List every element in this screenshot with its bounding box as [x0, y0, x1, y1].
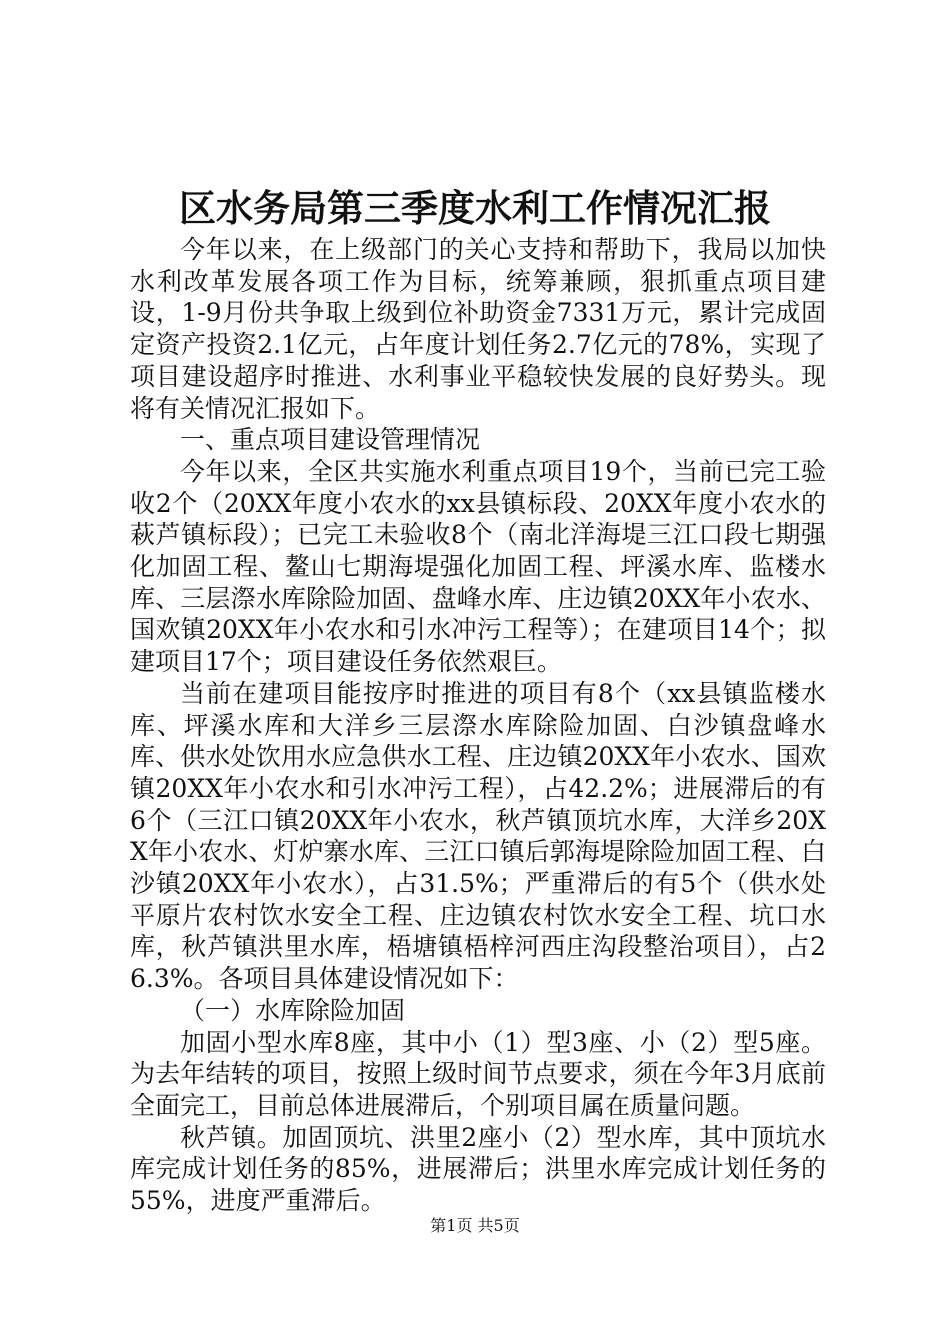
document-body	[130, 234, 826, 1217]
body-paragraph: 当前在建项目能按序时推进的项目有8个（xx县镇监楼水库、坪溪水库和大洋乡三层漈水库除险加固、白沙镇盘峰水库、供水处饮用水应急供水工程、庄边镇20XX年小农水、国欢镇20XX年小农水和引水冲污工程），占42.2%；进展滞后的有6个（三江口镇20XX年小农水，秋芦镇顶坑水库，大洋乡20XX年小农水、灯炉寨水库、三江口镇后郭海堤除险加固工程、白沙镇20XX年小农水），占31.5%；严重滞后的有5个（供水处平原片农村饮水安全工程、庄边镇农村饮水安全工程、坑口水库，秋芦镇洪里水库，梧塘镇梧梓河西庄沟段整治项目），占26.3%。各项目具体建设情况如下：	[130, 678, 826, 994]
body-paragraph: 秋芦镇。加固顶坑、洪里2座小（2）型水库，其中顶坑水库完成计划任务的85%，进展滞后；洪里水库完成计划任务的55%，进度严重滞后。	[130, 1122, 826, 1216]
section-heading: 一、重点项目建设管理情况	[180, 425, 481, 455]
intro-paragraph: 今年以来，在上级部门的关心支持和帮助下，我局以加快水利改革发展各项工作为目标，统筹兼顾，狠抓重点项目建设，1-9月份共争取上级到位补助资金7331万元，累计完成固定资产投资2.1亿元，占年度计划任务2.7亿元的78%，实现了项目建设超序时推进、水利事业平稳较快发展的良好势头。现将有关情况汇报如下。	[130, 235, 826, 423]
subsection-heading: （一）水库除险加固	[180, 995, 406, 1025]
body-paragraph: 加固小型水库8座，其中小（1）型3座、小（2）型5座。为去年结转的项目，按照上级时间节点要求，须在今年3月底前全面完工，目前总体进展滞后，个别项目属在质量问题。	[130, 1027, 826, 1120]
document-title: 区水务局第三季度水利工作情况汇报	[179, 186, 771, 230]
body-paragraph: 今年以来，全区共实施水利重点项目19个，当前已完工验收2个（20XX年度小农水的xx县镇标段、20XX年度小农水的萩芦镇标段）；已完工未验收8个（南北洋海堤三江口段七期强化加固工程、鳌山七期海堤强化加固工程、坪溪水库、监楼水库、三层漈水库除险加固、盘峰水库、庄边镇20XX年小农水、国欢镇20XX年小农水和引水冲污工程等）；在建项目14个；拟建项目17个；项目建设任务依然艰巨。	[130, 456, 826, 677]
page-footer: 第1页 共5页	[430, 1216, 520, 1235]
